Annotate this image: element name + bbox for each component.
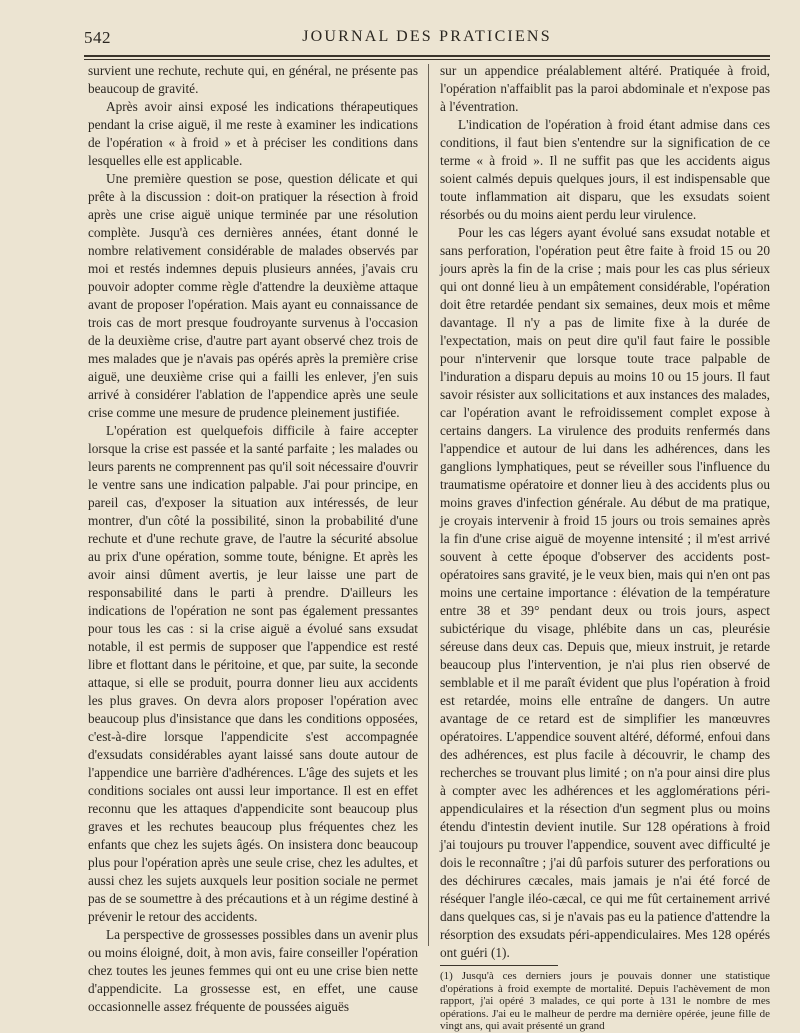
footnote-rule (440, 965, 558, 966)
journal-title: JOURNAL DES PRATICIENS (302, 28, 552, 45)
paragraph: Après avoir ainsi exposé les indications thérapeutiques pendant la crise aiguë, il me reste à examiner les indications de l'opération « à froid » et à préciser les conditions dans lesquelles elle est applicable. (88, 99, 418, 168)
column-divider (428, 64, 429, 946)
paragraph: Pour les cas légers ayant évolué sans exsudat notable et sans perforation, l'opération peut être faite à froid 15 ou 20 jours après la fin de la crise ; mais pour les cas plus sérieux qui ont donné lieu à un empâtement considérable, l'opération doit être retardée pendant six semaines, deux mois et même davantage. Il n'y a pas de limite fixe à la durée de l'expectation, mais on peut dire qu'il faut faire le possible pour n'intervenir que lorsque toute trace palpable de l'induration a disparu depuis au moins 10 ou 15 jours. Il faut savoir résister aux sollicitations et aux instances des malades, car l'opération avant le refroidissement complet expose à certains dangers. La virulence des produits renfermés dans l'appendice et autour de lui dans les adhérences, dans les ganglions lymphatiques, peut se réveiller sous l'influence du traumatisme opératoire et donner lieu à des accidents plus ou moins graves d'infection générale. Au début de ma pratique, je croyais intervenir à froid 15 jours ou trois semaines après la fin d'une crise aiguë de moyenne intensité ; il m'est arrivé souvent à cette époque d'observer des accidents post-opératoires sans gravité, je le veux bien, mais qui n'en ont pas moins une certaine importance : élévation de la température entre 38 et 39° pendant deux ou trois jours, aspect subictérique du visage, phlébite dans un cas, pleurésie séreuse dans deux cas. Depuis que, mieux instruit, je retarde beaucoup plus l'intervention, je n'ai plus rien observé de semblable et il me paraît évident que plus l'opération à froid est retardée, moins elle entraîne de dangers. Un autre avantage de ce retard est de simplifier les manœuvres opératoires. L'appendice souvent altéré, déformé, enfoui dans des adhérences, est plus facile à découvrir, le champ des recherches se trouvant plus limité ; on n'a pour ainsi dire plus à compter avec les adhérences et les agglomérations péri-appendiculaires et la résection d'un segment plus ou moins étendu d'intestin devient inutile. Sur 128 opérations à froid j'ai toujours pu trouver l'appendice, souvent avec difficulté je dois le reconnaître ; j'ai dû parfois suturer des perforations ou des déchirures cæcales, mais jamais je n'ai été forcé de réséquer l'angle iléo-cæcal, ce qui me fût certainement arrivé dans quelques cas, si je n'avais pas eu la patience d'attendre la résorption des exsudats péri-appendiculaires. Mes 128 opérés ont guéri (1). (440, 225, 770, 960)
header-rule-thin (84, 59, 770, 60)
paragraph: survient une rechute, rechute qui, en général, ne présente pas beaucoup de gravité. (88, 63, 418, 96)
left-column (88, 62, 418, 1016)
right-column (440, 62, 770, 1033)
paragraph: La perspective de grossesses possibles dans un avenir plus ou moins éloigné, doit, à mon avis, faire conseiller l'opération chez toutes les jeunes femmes qui ont eu une crise bien nette d'appendicite. La grossesse est, en effet, une cause occasionnelle assez fréquente de poussées aiguës (88, 927, 418, 1014)
paragraph: L'indication de l'opération à froid étant admise dans ces conditions, il faut bien s'entendre sur la signification de ce terme « à froid ». Il ne suffit pas que les accidents aigus soient calmés depuis quelques jours, il est indispensable que toute inflammation ait disparu, que les exsudats soient résorbés ou du moins aient perdu leur virulence. (440, 117, 770, 222)
footnote: (1) Jusqu'à ces derniers jours je pouvais donner une statistique d'opérations à froid exempte de mortalité. Depuis l'achèvement de mon rapport, j'ai opéré 3 malades, ce qui porte à 131 le nombre de mes opérations. J'ai eu le malheur de perdre ma dernière opérée, jeune fille de vingt ans, qui avait présenté un grand (440, 970, 770, 1033)
page-number: 542 (84, 28, 111, 47)
paragraph: sur un appendice préalablement altéré. Pratiquée à froid, l'opération n'affaiblit pas la paroi abdominale et n'expose pas à l'éventration. (440, 63, 770, 114)
header-rule-thick (84, 55, 770, 57)
page-header (84, 26, 770, 50)
paragraph: Une première question se pose, question délicate et qui prête à la discussion : doit-on pratiquer la résection à froid après une crise aiguë unique terminée par une résolution complète. Jusqu'à ces dernières années, étant donné le nombre relativement considérable de malades observés par moi et restés indemnes depuis plusieurs années, j'avais cru pouvoir adopter comme règle d'attendre la deuxième attaque avant de proposer l'opération. Mais ayant eu connaissance de trois cas de mort presque foudroyante survenus à l'occasion de la deuxième crise, d'autre part ayant observé chez trois de mes malades que je n'avais pas opérés après la première crise aiguë, une deuxième crise qui a failli les enlever, j'en suis arrivé à considérer l'ablation de l'appendice après une seule crise comme une mesure de prudence pleinement justifiée. (88, 171, 418, 420)
paragraph: L'opération est quelquefois difficile à faire accepter lorsque la crise est passée et la santé parfaite ; les malades ou leurs parents ne comprennent pas qu'il soit nécessaire d'ouvrir le ventre sans une indication palpable. J'ai pour principe, en pareil cas, d'exposer la situation aux intéressés, de leur montrer, d'un côté la possibilité, sinon la probabilité d'une rechute et d'une rechute grave, de l'autre la sécurité absolue au prix d'une opération, somme toute, bénigne. Et après les avoir ainsi dûment avertis, je leur laisse une part de responsabilité dans le parti à prendre. D'ailleurs les indications de l'opération ne sont pas également pressantes pour tous les cas : si la crise aiguë a évolué sans exsudat notable, il est permis de supposer que l'appendice est resté libre et flottant dans le péritoine, et que, par suite, la seconde attaque, si elle se produit, pourra donner lieu aux accidents les plus graves. On devra alors proposer l'opération avec beaucoup plus d'insistance que dans les conditions opposées, c'est-à-dire lorsque l'appendicite s'est accompagnée d'exsudats considérables ayant laissé sans doute autour de l'appendice une barrière d'adhérences. L'âge des sujets et les conditions sociales ont aussi leur importance. Il est en effet reconnu que les attaques d'appendicite sont beaucoup plus graves et les rechutes beaucoup plus fréquentes chez les enfants que chez les sujets âgés. On insistera donc beaucoup plus pour l'opération après une seule crise, chez les adultes, et aussi chez les sujets auxquels leur position sociale ne permet pas de se soumettre à des précautions et à un régime destiné à prévenir le retour des accidents. (88, 423, 418, 924)
